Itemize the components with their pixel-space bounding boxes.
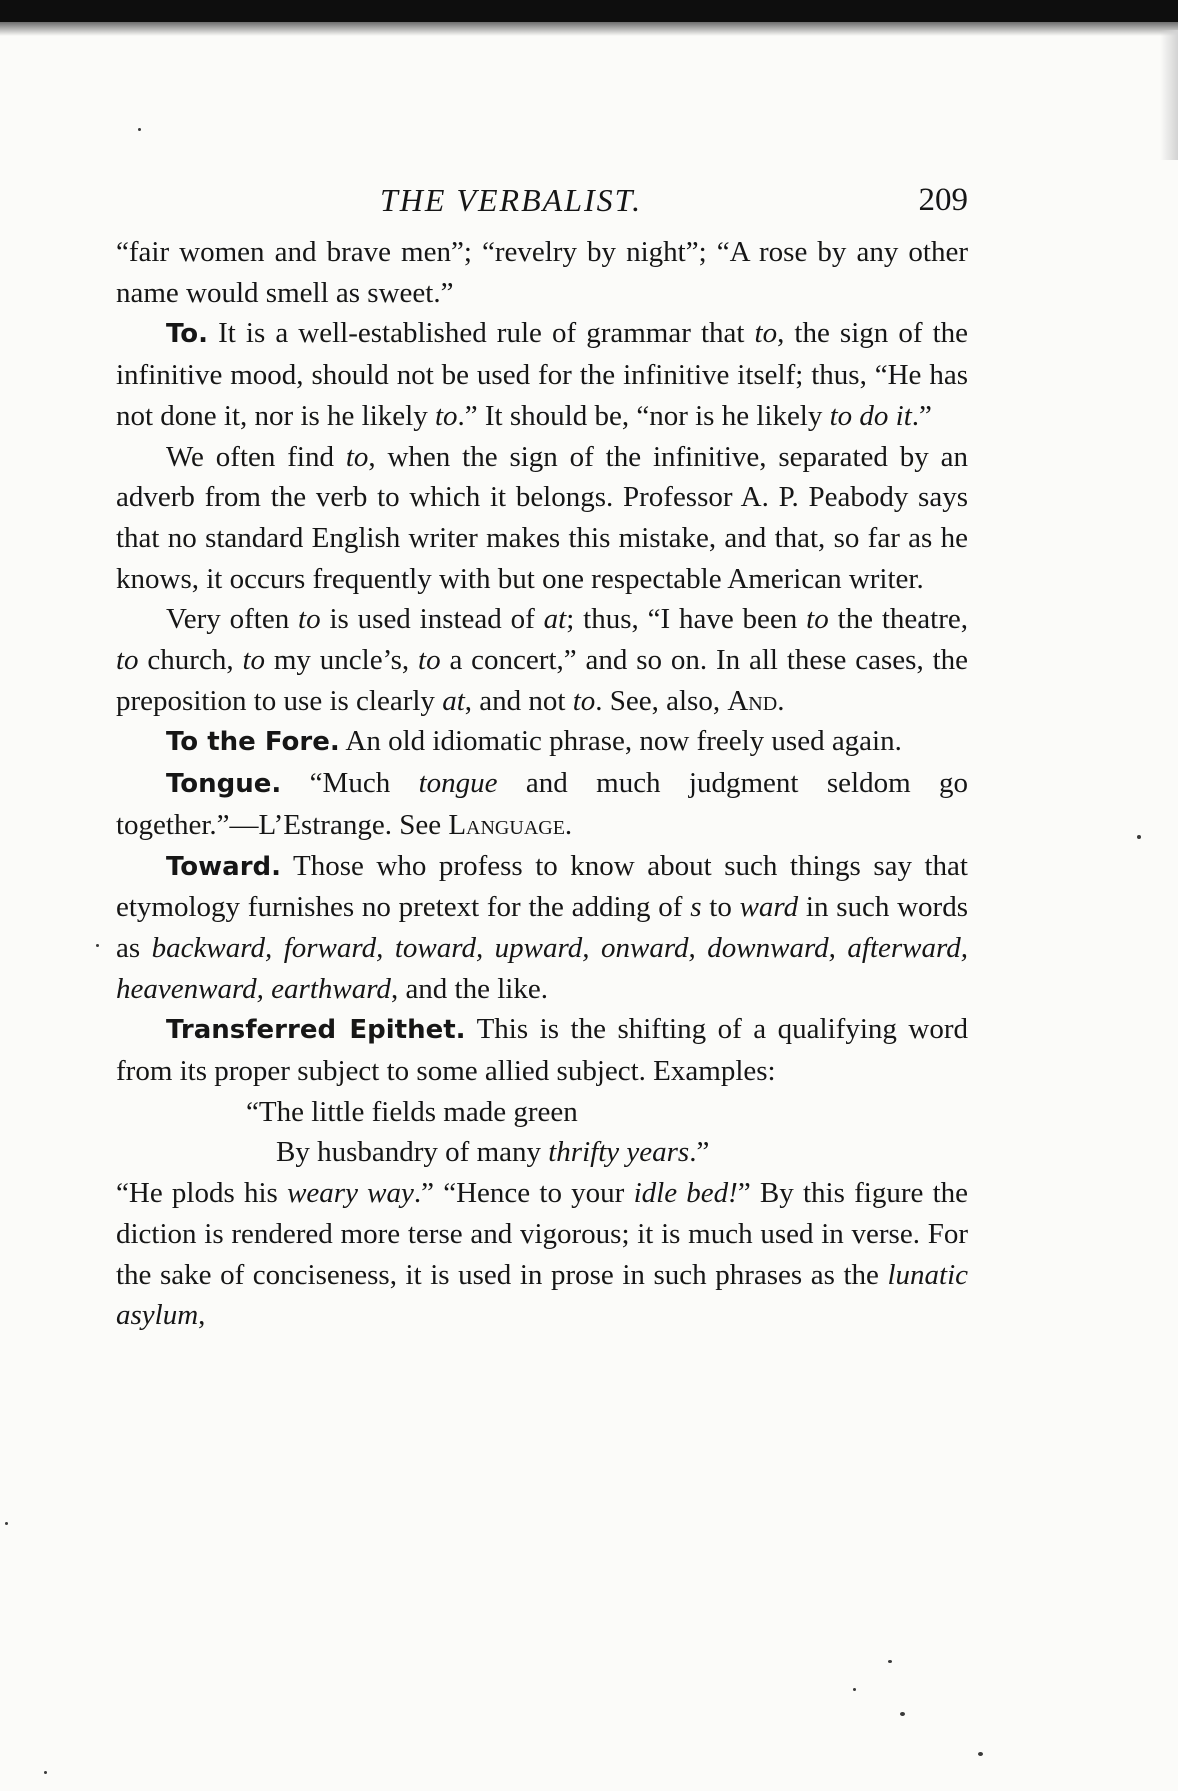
paragraph-examples: “He plods his weary way.” “Hence to your idle bed!” By this figure the diction is rendered more terse and vigorous; it is much used in verse. For the sake of conciseness, it is used in prose in such phrases as the lunatic asylum, [116,1177,969,1332]
scan-top-shadow [0,22,1178,36]
entry-to: To. It is a well-established rule of grammar that to, the sign of the infinitive mood, should not be used for the infinitive itself; thus, “He has not done it, nor is he likely to.” It should be, “nor is he likely to do it.” [116,317,968,432]
cross-reference: And [727,684,778,717]
speck [1137,835,1141,839]
entry-toward: Toward. Those who profess to know about such things say that etymology furnishes no pretext for the adding of s to ward in such words as backward, forward, toward, upward, onward, downward, afterward, heavenward, earthward, and the like. [116,849,968,1005]
entry-transferred-epithet: Transferred Epithet. This is the shifting of a qualifying word from its proper subject to some allied subject. Examples: [116,1013,969,1088]
speck [5,1522,8,1525]
page-body [116,232,968,1336]
entry-to-the-fore: To the Fore. An old idiomatic phrase, now freely used again. [166,725,902,758]
entry-headword: To. [166,319,209,350]
running-title: THE VERBALIST. [380,182,643,218]
speck [853,1688,856,1691]
entry-headword: Tongue. [166,769,282,800]
paragraph-to-for-at: Very often to is used instead of at; thus, “I have been to the theatre, to church, to my uncle’s, to a concert,” and so on. In all these cases, the preposition to use is clearly at, and not to. See, also, And. [116,603,969,717]
entry-headword: Transferred Epithet. [166,1015,466,1046]
verse-line: “The little fields made green [246,1095,578,1128]
speck [978,1752,983,1756]
speck [96,944,99,947]
speck [900,1712,905,1716]
speck [888,1660,892,1663]
page-number: 209 [918,182,968,218]
entry-headword: To the Fore. [166,727,340,758]
book-page [116,182,968,1336]
paragraph-split-infinitive: We often find to, when the sign of the infinitive, separated by an adverb from the verb to which it belongs. Professor A. P. Peabody says that no standard English writer makes this mistake, and that, so far as he knows, it occurs frequently with but one respectable American writer. [116,440,968,595]
speck [44,1771,47,1774]
paragraph-continuation: “fair women and brave men”; “revelry by night”; “A rose by any other name would smell as sweet.” [116,236,968,309]
scan-right-edge [1160,30,1178,160]
speck [138,128,141,131]
scan-top-edge [0,0,1178,22]
verse-line: By husbandry of many thrifty years.” [276,1136,710,1169]
verse-quotation [116,1092,968,1173]
entry-tongue: Tongue. “Much tongue and much judgment seldom go together.”—L’Estrange. See Language. [116,767,968,841]
entry-headword: Toward. [166,851,282,882]
cross-reference: Language [448,808,565,841]
page-header [116,182,968,232]
